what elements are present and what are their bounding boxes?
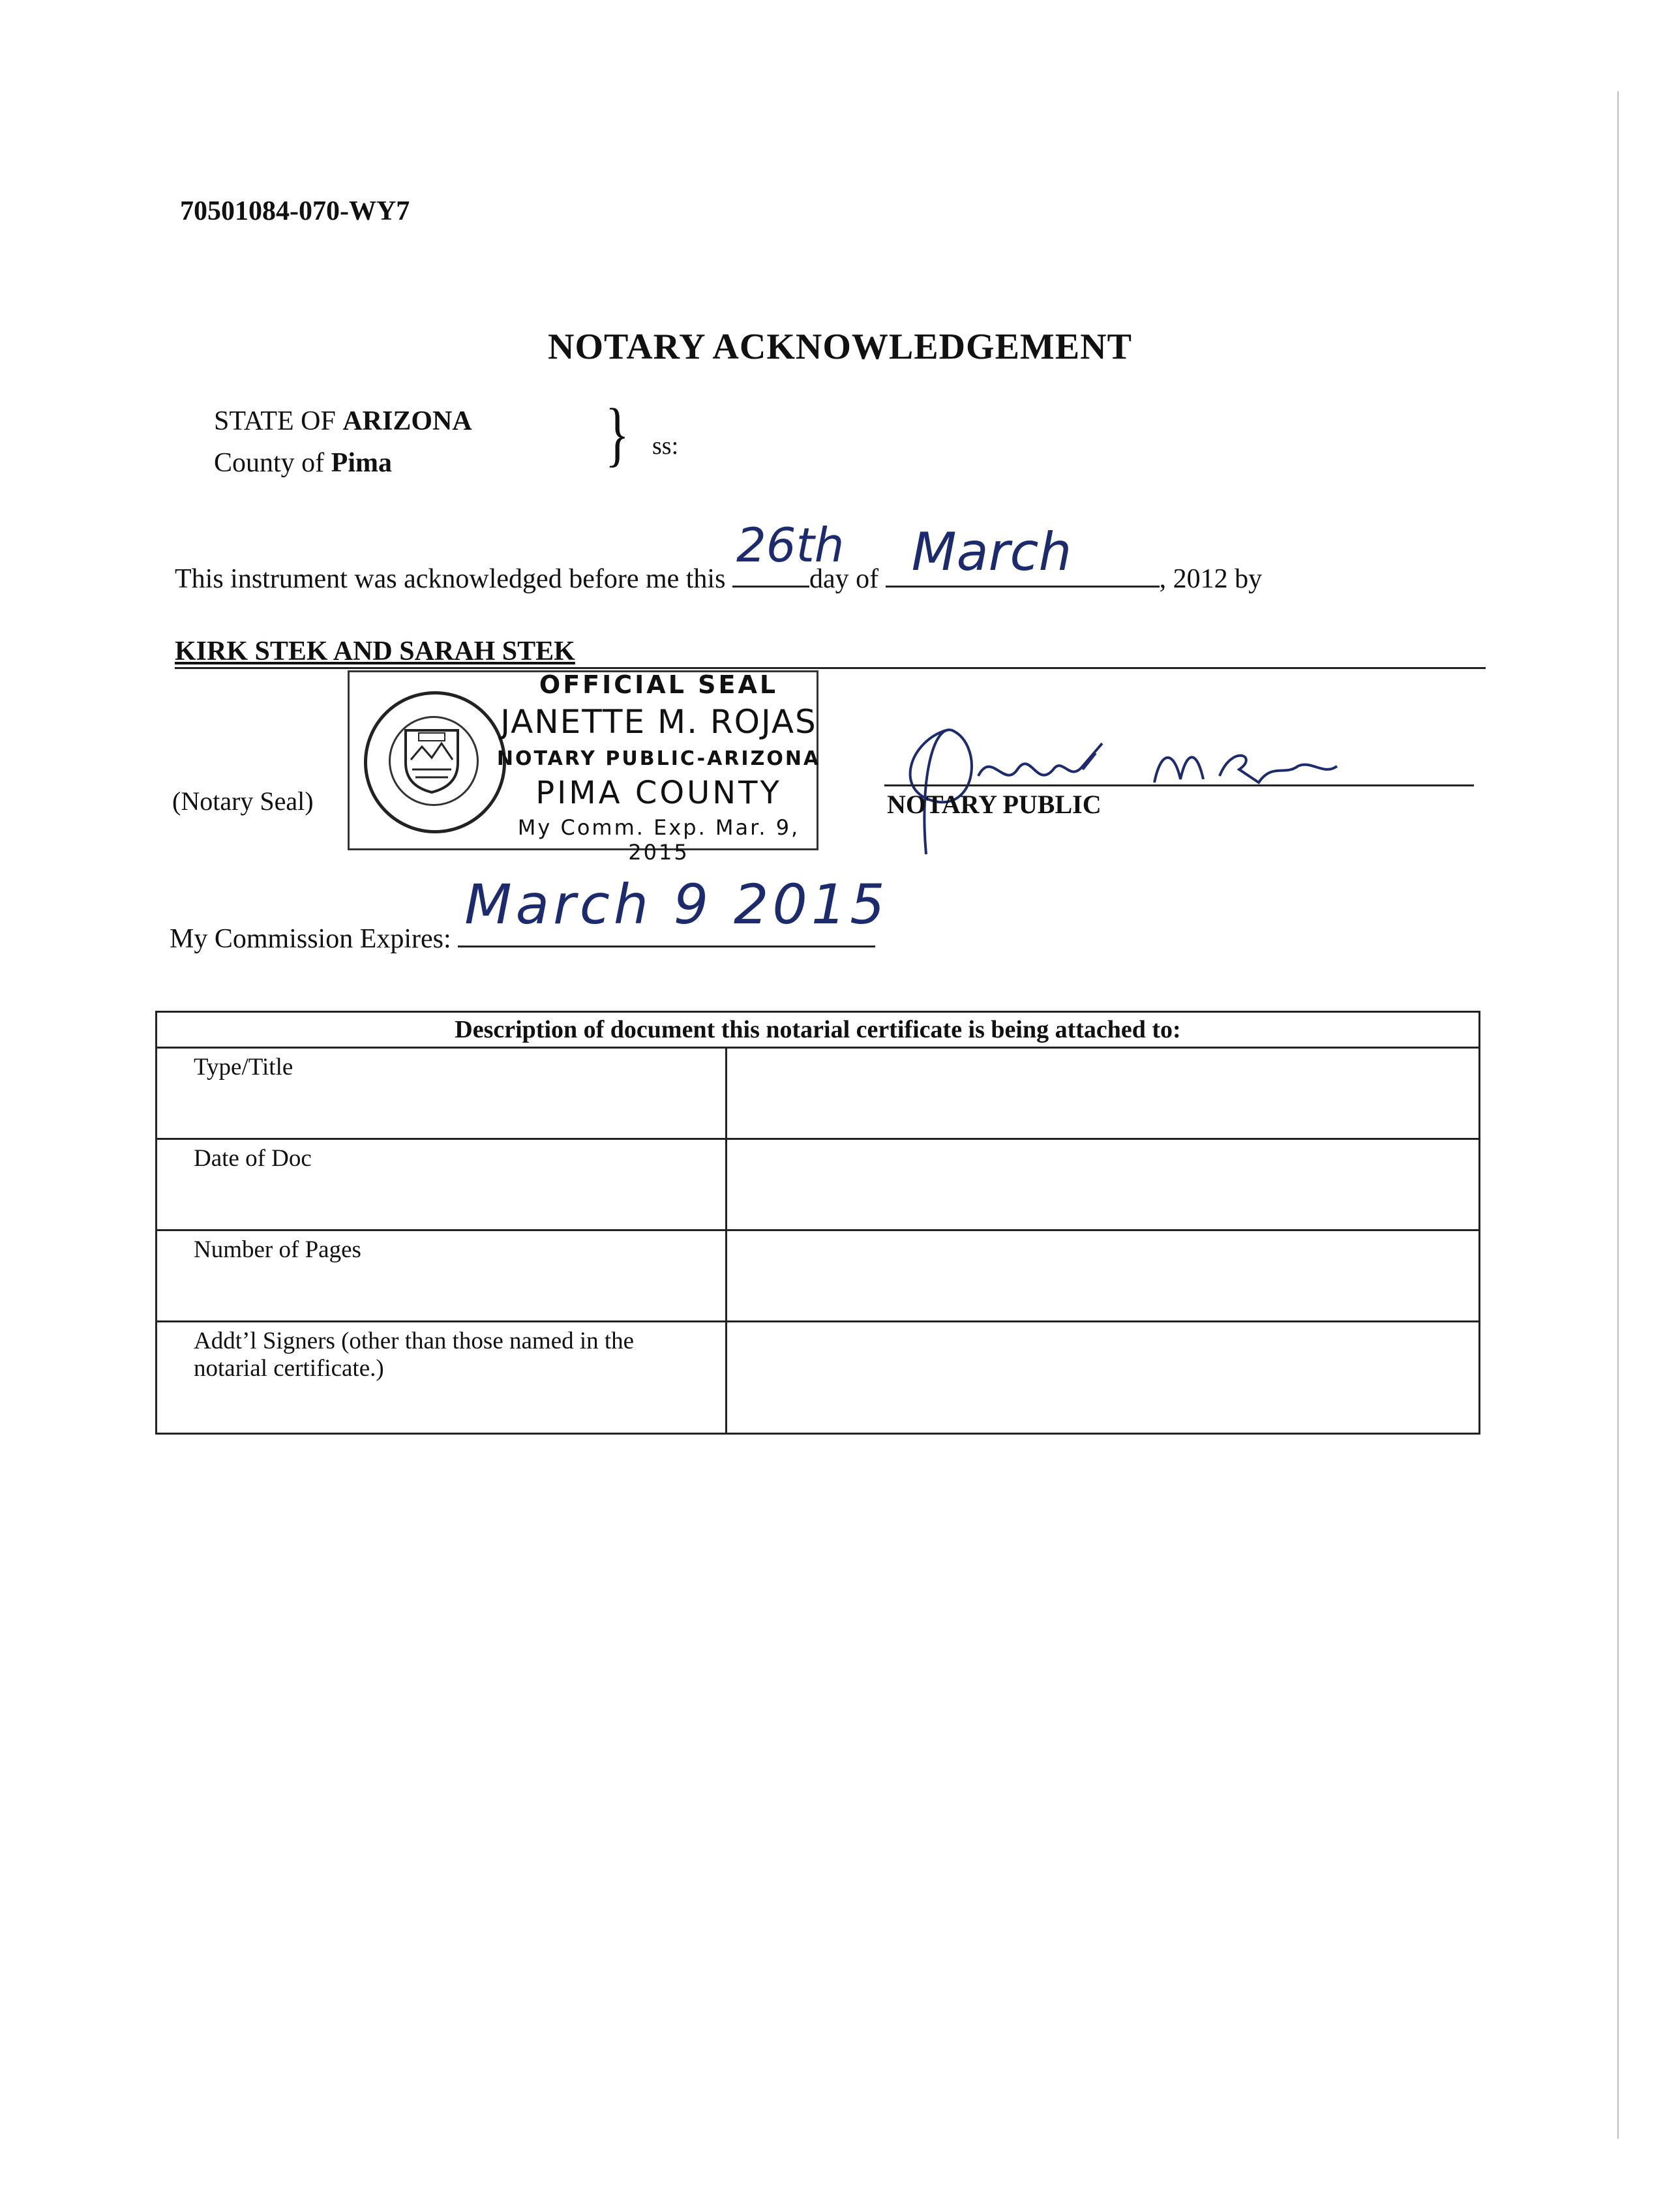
commission-blank — [458, 872, 889, 947]
seal-county: PIMA COUNTY — [535, 775, 782, 811]
state-prefix: STATE OF — [214, 406, 343, 436]
notary-signature — [867, 704, 1350, 861]
row-value-type-title[interactable] — [727, 1048, 1480, 1139]
row-label-date-of-doc: Date of Doc — [157, 1139, 727, 1230]
state-line — [214, 400, 472, 442]
county-prefix: County of — [214, 448, 331, 478]
ss-label: ss: — [652, 432, 679, 460]
commission-label: My Commission Expires: — [170, 924, 458, 954]
commission-expires-line — [170, 872, 889, 955]
commission-handwritten: March 9 2015 — [464, 872, 889, 936]
row-label-number-of-pages: Number of Pages — [157, 1230, 727, 1322]
venue-block — [214, 400, 472, 484]
county-line — [214, 442, 472, 484]
month-handwritten: March — [911, 522, 1072, 582]
notary-seal-label: (Notary Seal) — [172, 786, 314, 816]
row-value-number-of-pages[interactable] — [727, 1230, 1480, 1322]
page-title: NOTARY ACKNOWLEDGEMENT — [548, 327, 1132, 367]
table-row — [157, 1048, 1480, 1139]
ack-text-day-of: day of — [809, 564, 886, 594]
notary-public-label: NOTARY PUBLIC — [887, 790, 1102, 819]
table-row — [157, 1139, 1480, 1230]
row-label-type-title: Type/Title — [157, 1048, 727, 1139]
county-name: Pima — [331, 448, 392, 478]
signers-names: KIRK STEK AND SARAH STEK — [175, 636, 575, 666]
row-value-date-of-doc[interactable] — [727, 1139, 1480, 1230]
venue-brace: } — [605, 394, 629, 473]
ack-text-before-day: This instrument was acknowledged before me this — [175, 564, 732, 594]
table-row — [157, 1322, 1480, 1434]
document-id: 70501084-070-WY7 — [180, 196, 410, 226]
document-description-table — [155, 1011, 1480, 1435]
ack-text-year: , 2012 by — [1159, 564, 1263, 594]
row-value-additional-signers[interactable] — [727, 1322, 1480, 1434]
notary-signature-line — [884, 784, 1474, 786]
description-table-header: Description of document this notarial certificate is being attached to: — [157, 1012, 1480, 1048]
state-seal-shield-icon — [399, 724, 464, 796]
seal-notary-name: JANETTE M. ROJAS — [500, 703, 817, 741]
day-blank — [732, 518, 845, 588]
state-name: ARIZONA — [342, 406, 472, 436]
acknowledgement-line — [175, 518, 1263, 595]
table-row — [157, 1230, 1480, 1322]
seal-commission-expiry: My Comm. Exp. Mar. 9, 2015 — [517, 815, 800, 865]
seal-notary-public-state: NOTARY PUBLIC-ARIZONA — [496, 747, 821, 770]
day-handwritten: 26th — [736, 518, 845, 573]
scan-edge-line — [1617, 91, 1619, 2139]
seal-official-seal: OFFICIAL SEAL — [539, 670, 779, 699]
row-label-additional-signers: Addt’l Signers (other than those named in the notarial certificate.) — [157, 1322, 727, 1434]
month-blank — [886, 522, 1160, 588]
